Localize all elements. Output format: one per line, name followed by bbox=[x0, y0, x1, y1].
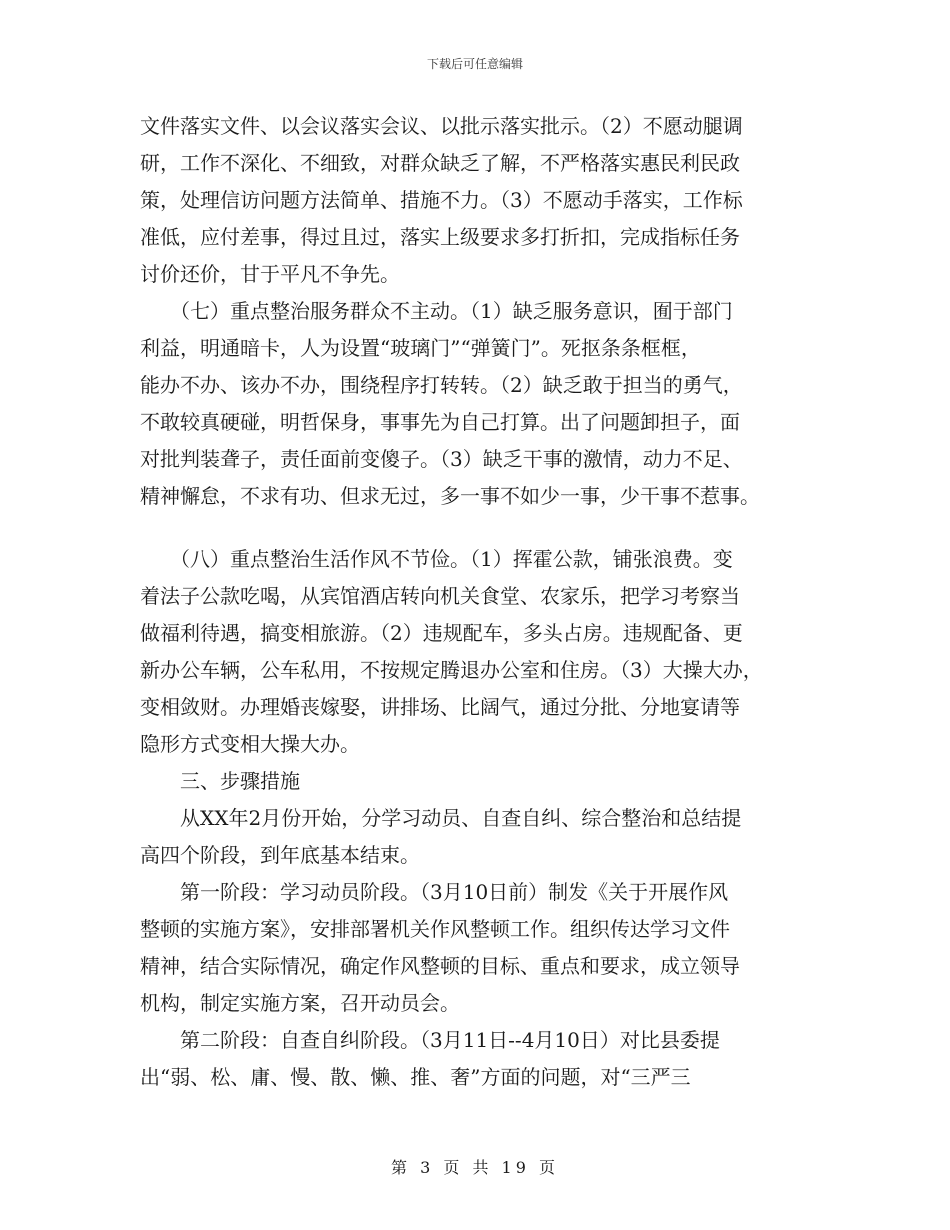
text-line: 出“弱、松、庸、慢、散、懒、推、奢”方面的问题，对“三严三 bbox=[140, 1065, 691, 1089]
text-line: 高四个阶段，到年底基本结束。 bbox=[140, 843, 420, 867]
text-line: 精神，结合实际情况，确定作风整顿的目标、重点和要求，成立领导 bbox=[140, 954, 740, 978]
text-line: 准低，应付差事，得过且过，落实上级要求多打折扣，完成指标任务 bbox=[140, 225, 740, 249]
text-line: 隐形方式变相大操大办。 bbox=[140, 732, 360, 756]
text-line: 研，工作不深化、不细致，对群众缺乏了解，不严格落实惠民利民政 bbox=[140, 151, 740, 175]
text-line: 策，处理信访问题方法简单、措施不力。（3）不愿动手落实，工作标 bbox=[140, 188, 743, 212]
text-line: 不敢较真硬碰，明哲保身，事事先为自己打算。出了问题卸担子，面 bbox=[140, 410, 740, 434]
text-line: 对批判装聋子，责任面前变傻子。（3）缺乏干事的激情，动力不足、 bbox=[140, 447, 743, 471]
text-line: 从XX年2月份开始，分学习动员、自查自纠、综合整治和总结提 bbox=[140, 806, 742, 830]
text-line: 新办公车辆，公车私用，不按规定腾退办公室和住房。（3）大操大办， bbox=[140, 658, 763, 682]
page-footer: 第 3 页 共 19 页 bbox=[391, 1158, 559, 1177]
text-line: 第二阶段：自查自纠阶段。（3月11日--4月10日）对比县委提 bbox=[140, 1028, 720, 1052]
text-line: 第一阶段：学习动员阶段。（3月10日前）制发《关于开展作风 bbox=[140, 880, 729, 904]
text-line: 机构，制定实施方案，召开动员会。 bbox=[140, 991, 460, 1015]
paragraph-gap bbox=[140, 515, 812, 541]
text-line: 讨价还价，甘于平凡不争先。 bbox=[140, 262, 400, 286]
text-line: 文件落实文件、以会议落实会议、以批示落实批示。（2）不愿动腿调 bbox=[140, 114, 743, 138]
page-header: 下载后可任意编辑 bbox=[426, 57, 523, 71]
text-line: 变相敛财。办理婚丧嫁娶，讲排场、比阔气，通过分批、分地宴请等 bbox=[140, 695, 740, 719]
text-line: 精神懈怠，不求有功、但求无过，多一事不如少一事，少干事不惹事。 bbox=[140, 484, 760, 508]
text-line: 能办不办、该办不办，围绕程序打转转。（2）缺乏敢于担当的勇气， bbox=[140, 373, 743, 397]
document-body bbox=[140, 108, 812, 1096]
section-heading: 三、步骤措施 bbox=[140, 769, 300, 793]
text-line: 利益，明通暗卡，人为设置“玻璃门”“弹簧门”。死抠条条框框， bbox=[140, 336, 701, 360]
text-line: 做福利待遇，搞变相旅游。（2）违规配车，多头占房。违规配备、更 bbox=[140, 621, 743, 645]
text-line: 着法子公款吃喝，从宾馆酒店转向机关食堂、农家乐，把学习考察当 bbox=[140, 584, 740, 608]
text-line: 整顿的实施方案》，安排部署机关作风整顿工作。组织传达学习文件 bbox=[140, 917, 730, 941]
text-line: （八）重点整治生活作风不节俭。（1）挥霍公款，铺张浪费。变 bbox=[140, 547, 733, 571]
text-line: （七）重点整治服务群众不主动。（1）缺乏服务意识，囿于部门 bbox=[140, 299, 733, 323]
